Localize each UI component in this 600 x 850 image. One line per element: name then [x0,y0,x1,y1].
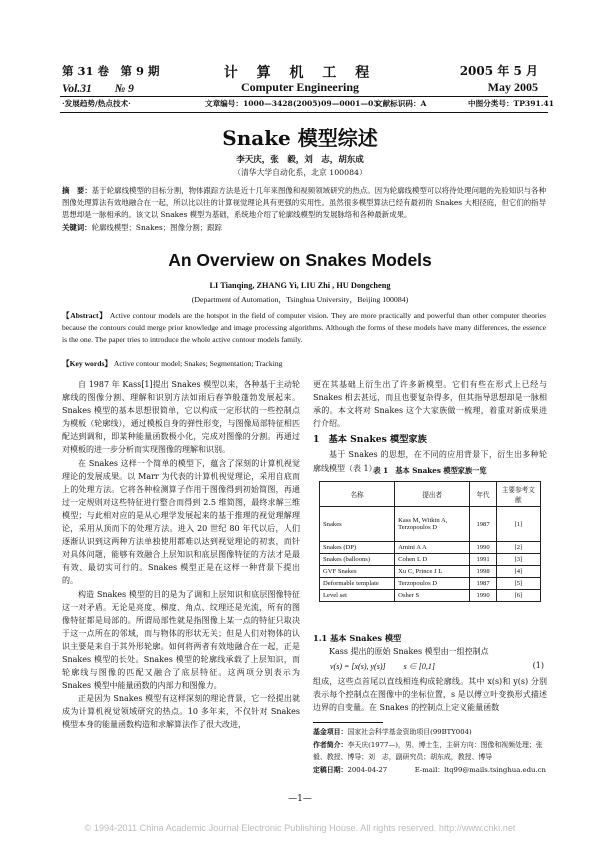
footnote-text: 李天庆(1977—)，男，博士生，主研方向：图像和视频处理；张 毅、教授、博导；刘 志，副研究员；胡东成，教授、博导 [313,740,550,762]
paragraph: 在 Snakes 这样一个简单的模型下，蕴含了深刻的计算机视觉理论的发展成果。以 Marr 为代表的计算机视觉理论，采用自底而上的处理方法。它将各种检测算子作用于图像得到初始简图，再通过一定规则对这些特征进行整合而得到 2.5 维简图，最终求解三维模型；与此相对应的是从心理学发展起来的基于推理的视觉理解理论，采用从顶而下的处理方法。进入 20 世纪 80 年代以后，人们逐渐认识到这两种方法单独使用都难以达到视觉理论的初衷，而针对具体问题，能够有效融合上层知识和底层图像特征的方法才是最有效、最切实可行的。Snakes 模型正是在这样一种背景下提出的。 [62,458,300,586]
paragraph: Kass 提出的原始 Snakes 模型由一组控制点 [329,647,489,657]
table-cell: GVF Snakes [320,566,395,578]
table-row [320,507,541,542]
volume-issue: 第 31 卷 第 9 期 [62,64,160,78]
meta-rule [60,112,548,113]
footnotes [313,726,550,776]
body-right-column [313,378,547,475]
table-caption: 表 1 基本 Snakes 模型家族一览 [373,466,487,475]
paragraph: 基于 Snakes 的思想，在不同的应用背景下，衍生出多种轮廓线模型（表 1）。 [313,450,547,473]
after-formula-block [313,675,547,714]
table-cell: Level set [320,590,395,602]
table-header: 名称 [320,482,395,507]
footnote-date [313,764,547,777]
table-row [320,578,541,590]
abstract-en [62,310,546,346]
table-row [320,566,541,578]
model-family-table [319,481,541,602]
footnote-label: 作者简介： [313,740,348,749]
table-header-row [320,482,541,507]
article-number: 文章编号：1000—3428(2005)09—0001—03 [205,99,379,108]
classification-number: 中图分类号：TP391.41 [468,99,554,108]
table-header: 年代 [470,482,497,507]
footnote-text: 2004-04-27 E-mail：ltq99@mails.tsinghua.edu.cn [347,765,546,774]
abstract-cn [62,185,546,221]
page-number: —1— [288,794,312,804]
table-cell: Terzopoulos D [395,578,470,590]
table-cell: [4] [496,566,540,578]
paragraph: 构造 Snakes 模型的目的是为了调和上层知识和底层图像特征这一对矛盾。无论是亮度、梯度、角点、纹理还是光流，所有的图像特征都是局部的。所谓局部性就是指图像上某一点的特征只取决于这一点所在的邻域，而与物体的形状无关；但是人们对物体的认识主要是来自于其外形轮廓。如何将两者有效地融合在一起，正是 Snakes 模型的长处。Snakes 模型的轮廓线承载了上层知识，而轮廓线与图像的匹配又融合了底层特征。这两项分别表示为 Snakes 模型中能量函数的内部力和图像力。 [62,589,300,691]
table-cell: [5] [496,578,540,590]
journal-title-cn: 计 算 机 工 程 [223,65,377,81]
header-rule [60,96,548,97]
table-cell: 1987 [470,578,497,590]
table-cell: Snakes [320,507,395,542]
table-header: 提出者 [395,482,470,507]
subsection-heading: 1.1 基本 Snakes 模型 [313,633,402,643]
volume-issue-en: Vol.31 № 9 [62,83,134,95]
table-cell: Snakes (DP) [320,542,395,554]
copyright-footer: © 1994-2011 China Academic Journal Electronic Publishing House. All rights reserved. http://www.cnki.net [84,823,516,833]
column-label: ·发展趋势/热点技术· [62,99,131,108]
table-row [320,590,541,602]
authors-en: LI Tianqing, ZHANG Yi, LIU Zhi , HU Dongcheng [209,281,391,290]
table-cell: 1987 [470,507,497,542]
keywords-en [62,358,282,369]
paragraph: 正是因为 Snakes 模型有这样深刻的理论背景，它一经提出就成为计算机视觉领域研究的热点。10 多年来，不仅针对 Snakes 模型本身的能量函数构造和求解算法作了很大改进， [62,694,300,730]
table-cell: [6] [496,590,540,602]
table-cell: 1998 [470,566,497,578]
footnote-author [313,739,550,764]
table-row [320,554,541,566]
journal-title-en: Computer Engineering [240,80,360,94]
paragraph: 更在其基础上衍生出了许多新模型。它们有些在形式上已经与 Snakes 相去甚远，而且也要复杂得多，但其指导思想却是一脉相承的。本文将对 Snakes 这个大家族做一梳理，着重对新成果进行介绍。 [313,380,547,429]
table-cell: Xu C, Prince J L [395,566,470,578]
table-cell: 1990 [470,590,497,602]
affiliation-en: (Department of Automation，Tsinghua University，Beijing 100084) [191,295,409,304]
table-header: 主要参考文献 [496,482,540,507]
table-cell: Deformable template [320,578,395,590]
footnote-funding [313,726,547,739]
keywords-cn-text: 轮廓线模型；Snakes；图像分割；跟踪 [91,223,222,232]
body-left-column [62,378,300,732]
footnote-label: 定稿日期： [313,765,348,774]
issue-date-cn: 2005 年 5 月 [459,64,538,78]
footnote-rule [313,722,383,723]
keywords-cn [62,222,222,233]
table-cell: Amini A A [395,542,470,554]
section-heading: 1 基本 Snakes 模型家族 [313,434,427,446]
table-cell: Kass M, Witkin A, Terzopoulos D [395,507,470,542]
table-cell: [1] [496,507,540,542]
abstract-cn-label: 摘 要： [62,186,92,195]
table-cell: Osher S [395,590,470,602]
document-code: 文献标识码：A [375,99,427,108]
table-cell: [3] [496,554,540,566]
paragraph: 组成，这些点首尾以直线相连构成轮廓线。其中 x(s)和 y(s) 分别表示每个控制点在图像中的坐标位置，s 是以傅立叶变换形式描述边界的自变量。在 Snakes 的控制点上定义能量函数 [313,677,547,713]
footnote-text: 国家社会科学基金资助项目(99BTY004) [347,728,472,736]
paragraph: 自 1987 年 Kass[1]提出 Snakes 模型以来，各种基于主动轮廓线的图像分割、理解和识别方法如雨后春笋般蓬勃发展起来。Snakes 模型的基本思想很简单，它以构成一定形状的一些控制点为模板（轮廓线），通过模板自身的弹性形变，与图像局部特征相匹配达到调和，即某种能量函数极小化，完成对图像的分割。再通过对模板的进一步分析而实现图像的理解和识别。 [62,380,300,455]
subsection-block [313,632,547,658]
paper-title-en: An Overview on Snakes Models [168,250,432,270]
issue-date-en: May 2005 [487,80,538,94]
table-cell: Cohen L D [395,554,470,566]
table-row [320,542,541,554]
keywords-cn-label: 关键词： [62,223,92,232]
keywords-en-text: Active contour model; Snakes; Segmentation; Tracking [112,359,283,368]
authors-cn: 李天庆，张 毅，刘 志，胡东成 [236,155,364,165]
paper-title-cn: Snake 模型综述 [222,126,378,150]
table-cell: 1991 [470,554,497,566]
abstract-cn-text: 基于轮廓线模型的目标分割，物体跟踪方法是近十几年来图像和视频领域研究的热点。因为轮廓线模型可以将待处理问题的先验知识与各种图像处理算法有效地融合在一起，所以比以往的计算视觉理论具有更强的实用性。虽然很多模型算法已经有最初的 Snakes 大相径庭，但它们的指导思想却是一脉相承的。该文以 Snakes 模型为基础，系统地介绍了轮廓线模型的发展脉络和各种最新成果。 [62,186,546,219]
abstract-en-label: 【Abstract】 [62,311,108,320]
abstract-en-text: Active contour models are the hotspot in the field of computer vision. They are more practically and powerful than other computer theories because the contours could merge prior knowledge and image processing algorithms. Although the forms of these models have many differences, the essence is the one. The paper tries to introduce the whole active contour models family. [62,311,546,344]
footnote-label: 基金项目： [313,728,348,736]
formula: v(s) = [x(s), y(s)] s ∈ [0,1] [330,662,435,671]
table-cell: Snakes (balloons) [320,554,395,566]
keywords-en-label: 【Key words】 [62,359,112,368]
equation-number: (1) [532,661,544,670]
table-cell: 1990 [470,542,497,554]
table-cell: [2] [496,542,540,554]
affiliation-cn: （清华大学自动化系，北京 100084） [233,168,367,177]
